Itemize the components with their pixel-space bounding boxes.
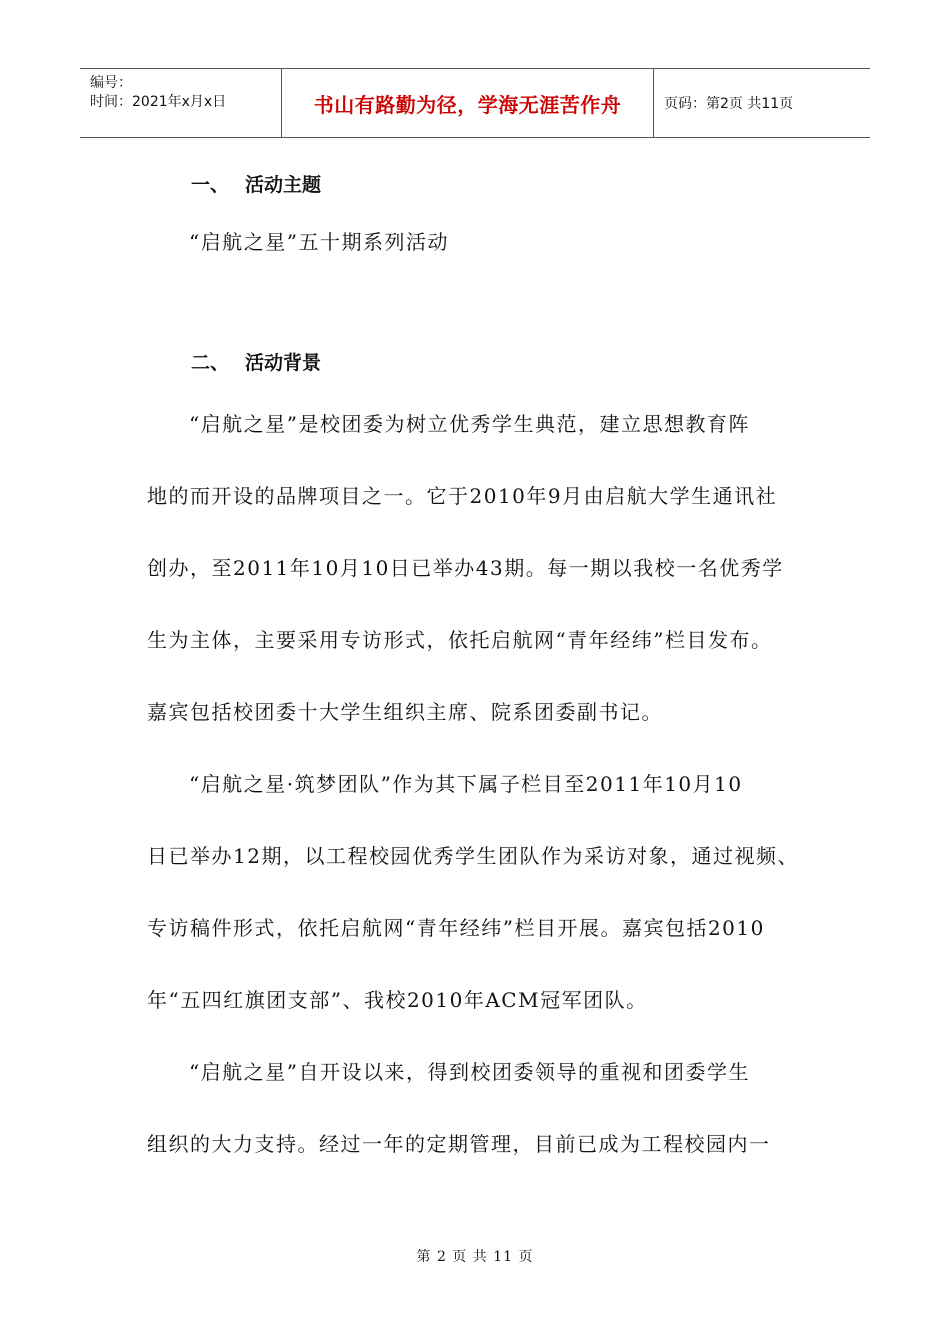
paragraph-line: 年“五四红旗团支部”、我校2010年ACM冠军团队。 <box>147 988 648 1012</box>
paragraph-line: 日已举办12期，以工程校园优秀学生团队作为采访对象，通过视频、 <box>147 844 799 868</box>
theme-text: “启航之星”五十期系列活动 <box>189 230 449 254</box>
paragraph-line: 生为主体，主要采用专访形式，依托启航网“青年经纬”栏目发布。 <box>147 628 773 652</box>
page-footer: 第 2 页 共 11 页 <box>416 1249 534 1265</box>
document-number-label: 编号： <box>90 75 132 91</box>
page-header <box>80 68 870 138</box>
section-heading-background <box>191 338 817 388</box>
header-motto: 书山有路勤为径，学海无涯苦作舟 <box>282 69 654 137</box>
paragraph-line: “启航之星”是校团委为树立优秀学生典范，建立思想教育阵 <box>189 412 750 436</box>
header-meta <box>80 69 282 137</box>
paragraph-line: 嘉宾包括校团委十大学生组织主席、院系团委副书记。 <box>147 700 663 724</box>
document-date: 时间：2021年x月x日 <box>90 94 227 110</box>
paragraph-line: 地的而开设的品牌项目之一。它于2010年9月由启航大学生通讯社 <box>147 484 778 508</box>
section-heading-theme <box>191 160 817 210</box>
paragraph-line: 专访稿件形式，依托启航网“青年经纬”栏目开展。嘉宾包括2010 <box>147 916 765 940</box>
header-page-info: 页码：第2页 共11页 <box>664 96 794 112</box>
paragraph-line: “启航之星”自开设以来，得到校团委领导的重视和团委学生 <box>189 1060 750 1084</box>
document-body <box>147 160 817 1180</box>
section-title: 活动背景 <box>245 352 322 374</box>
paragraph-line: 创办，至2011年10月10日已举办43期。每一期以我校一名优秀学 <box>147 556 784 580</box>
section-number: 二、 <box>191 352 230 374</box>
paragraph-line: 组织的大力支持。经过一年的定期管理，目前已成为工程校园内一 <box>147 1132 771 1156</box>
section-title: 活动主题 <box>245 174 322 196</box>
section-number: 一、 <box>191 174 230 196</box>
paragraph-line: “启航之星·筑梦团队”作为其下属子栏目至2011年10月10 <box>189 772 743 796</box>
